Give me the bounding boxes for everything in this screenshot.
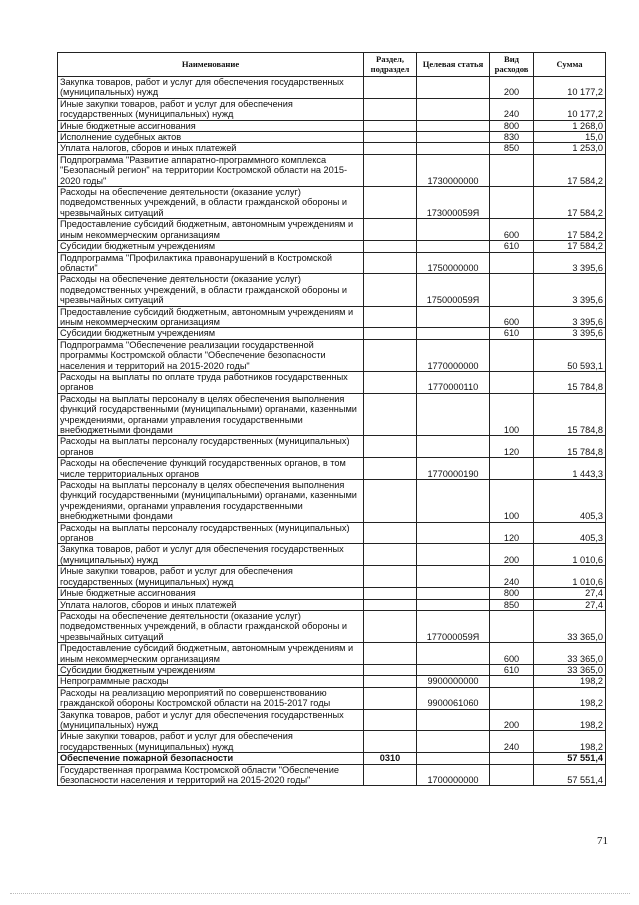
- cell-sum: 15,0: [534, 132, 606, 143]
- table-body: [58, 77, 606, 786]
- cell-code: [417, 588, 490, 599]
- cell-code: [417, 143, 490, 154]
- cell-sum: 33 365,0: [534, 610, 606, 642]
- cell-sum: 198,2: [534, 676, 606, 687]
- cell-sum: 17 584,2: [534, 219, 606, 241]
- cell-type: [490, 274, 534, 306]
- cell-name: Закупка товаров, работ и услуг для обеспечения государственных (муниципальных) нужд: [58, 77, 364, 99]
- cell-code: [417, 328, 490, 339]
- cell-section: [364, 544, 417, 566]
- table-row: [58, 98, 606, 120]
- cell-name: Подпрограмма "Развитие аппаратно-программного комплекса "Безопасный регион" на территории Костромской области на 2015-2020 годы": [58, 154, 364, 186]
- cell-type: 610: [490, 241, 534, 252]
- cell-section: [364, 241, 417, 252]
- header-name: Наименование: [58, 53, 364, 77]
- cell-type: 610: [490, 328, 534, 339]
- cell-name: Расходы на выплаты персоналу в целях обеспечения выполнения функций государственными (муниципальными) органами, казенными учреждениями, органами управления государственными внебюджетными фондами: [58, 480, 364, 523]
- cell-code: [417, 98, 490, 120]
- cell-section: [364, 187, 417, 219]
- cell-section: [364, 610, 417, 642]
- cell-type: [490, 339, 534, 371]
- cell-section: [364, 480, 417, 523]
- cell-name: Закупка товаров, работ и услуг для обеспечения государственных (муниципальных) нужд: [58, 709, 364, 731]
- cell-section: [364, 77, 417, 99]
- cell-name: Иные закупки товаров, работ и услуг для обеспечения государственных (муниципальных) нужд: [58, 98, 364, 120]
- cell-sum: 27,4: [534, 599, 606, 610]
- table-row: [58, 252, 606, 274]
- cell-code: [417, 599, 490, 610]
- cell-type: 240: [490, 731, 534, 753]
- cell-name: Расходы на обеспечение функций государственных органов, в том числе территориальных органов: [58, 458, 364, 480]
- table-row: [58, 664, 606, 675]
- header-type: Вид расходов: [490, 53, 534, 77]
- cell-name: Иные закупки товаров, работ и услуг для обеспечения государственных (муниципальных) нужд: [58, 566, 364, 588]
- cell-code: [417, 544, 490, 566]
- cell-type: 610: [490, 664, 534, 675]
- cell-type: [490, 458, 534, 480]
- cell-code: [417, 664, 490, 675]
- cell-code: [417, 643, 490, 665]
- cell-type: 800: [490, 120, 534, 131]
- cell-name: Подпрограмма "Профилактика правонарушений в Костромской области": [58, 252, 364, 274]
- cell-sum: 17 584,2: [534, 187, 606, 219]
- table-header-row: [58, 53, 606, 77]
- cell-sum: 33 365,0: [534, 664, 606, 675]
- cell-type: [490, 371, 534, 393]
- table-row: [58, 371, 606, 393]
- cell-type: [490, 753, 534, 764]
- cell-type: 200: [490, 544, 534, 566]
- cell-name: Уплата налогов, сборов и иных платежей: [58, 143, 364, 154]
- cell-code: [417, 77, 490, 99]
- table-row: [58, 764, 606, 786]
- table-row: [58, 480, 606, 523]
- cell-name: Государственная программа Костромской области "Обеспечение безопасности населения и территорий на 2015-2020 годы": [58, 764, 364, 786]
- cell-section: [364, 120, 417, 131]
- cell-name: Расходы на выплаты персоналу в целях обеспечения выполнения функций государственными (муниципальными) органами, казенными учреждениями, органами управления государственными внебюджетными фондами: [58, 393, 364, 436]
- cell-sum: 3 395,6: [534, 252, 606, 274]
- cell-code: [417, 132, 490, 143]
- cell-type: [490, 676, 534, 687]
- cell-section: [364, 522, 417, 544]
- cell-section: [364, 328, 417, 339]
- table-row: [58, 187, 606, 219]
- header-code: Целевая статья: [417, 53, 490, 77]
- cell-sum: 50 593,1: [534, 339, 606, 371]
- cell-name: Иные бюджетные ассигнования: [58, 588, 364, 599]
- cell-code: [417, 219, 490, 241]
- cell-type: 800: [490, 588, 534, 599]
- header-section: Раздел, подраздел: [364, 53, 417, 77]
- cell-section: [364, 143, 417, 154]
- cell-name: Непрограммные расходы: [58, 676, 364, 687]
- table-row: [58, 599, 606, 610]
- cell-type: 600: [490, 306, 534, 328]
- cell-sum: 17 584,2: [534, 154, 606, 186]
- cell-sum: 57 551,4: [534, 764, 606, 786]
- cell-code: [417, 566, 490, 588]
- cell-code: [417, 522, 490, 544]
- cell-code: [417, 436, 490, 458]
- cell-sum: 198,2: [534, 731, 606, 753]
- cell-code: 177000059Я: [417, 610, 490, 642]
- cell-code: [417, 480, 490, 523]
- cell-code: 1750000000: [417, 252, 490, 274]
- cell-sum: 1 443,3: [534, 458, 606, 480]
- cell-name: Предоставление субсидий бюджетным, автономным учреждениям и иным некоммерческим организациям: [58, 643, 364, 665]
- cell-section: [364, 274, 417, 306]
- cell-sum: 405,3: [534, 522, 606, 544]
- cell-section: [364, 687, 417, 709]
- cell-sum: 1 010,6: [534, 544, 606, 566]
- cell-name: Расходы на выплаты по оплате труда работников государственных органов: [58, 371, 364, 393]
- cell-sum: 17 584,2: [534, 241, 606, 252]
- cell-code: 9900061060: [417, 687, 490, 709]
- cell-code: 1770000000: [417, 339, 490, 371]
- cell-type: 120: [490, 522, 534, 544]
- cell-type: 600: [490, 219, 534, 241]
- cell-code: 1770000190: [417, 458, 490, 480]
- cell-sum: 15 784,8: [534, 436, 606, 458]
- table-row: [58, 566, 606, 588]
- cell-section: [364, 252, 417, 274]
- cell-type: [490, 187, 534, 219]
- cell-section: [364, 676, 417, 687]
- cell-section: [364, 132, 417, 143]
- cell-name: Иные бюджетные ассигнования: [58, 120, 364, 131]
- cell-sum: 27,4: [534, 588, 606, 599]
- cell-name: Расходы на выплаты персоналу государственных (муниципальных) органов: [58, 522, 364, 544]
- cell-sum: 1 268,0: [534, 120, 606, 131]
- cell-type: [490, 764, 534, 786]
- cell-name: Уплата налогов, сборов и иных платежей: [58, 599, 364, 610]
- cell-type: 830: [490, 132, 534, 143]
- cell-section: [364, 588, 417, 599]
- cell-section: [364, 98, 417, 120]
- table-row: [58, 132, 606, 143]
- table-row: [58, 753, 606, 764]
- table-row: [58, 393, 606, 436]
- cell-type: 120: [490, 436, 534, 458]
- cell-section: [364, 371, 417, 393]
- cell-name: Субсидии бюджетным учреждениям: [58, 328, 364, 339]
- cell-name: Предоставление субсидий бюджетным, автономным учреждениям и иным некоммерческим организациям: [58, 306, 364, 328]
- page-number: 71: [597, 835, 608, 847]
- cell-type: 100: [490, 393, 534, 436]
- table-row: [58, 458, 606, 480]
- cell-code: [417, 731, 490, 753]
- cell-sum: 198,2: [534, 687, 606, 709]
- cell-sum: 10 177,2: [534, 98, 606, 120]
- cell-type: [490, 687, 534, 709]
- cell-section: [364, 643, 417, 665]
- table-row: [58, 219, 606, 241]
- cell-name: Исполнение судебных актов: [58, 132, 364, 143]
- cell-sum: 1 253,0: [534, 143, 606, 154]
- budget-table: [57, 52, 606, 786]
- cell-type: 200: [490, 77, 534, 99]
- table-row: [58, 143, 606, 154]
- cell-name: Закупка товаров, работ и услуг для обеспечения государственных (муниципальных) нужд: [58, 544, 364, 566]
- table-row: [58, 328, 606, 339]
- table-row: [58, 643, 606, 665]
- cell-code: [417, 120, 490, 131]
- cell-name: Расходы на обеспечение деятельности (оказание услуг) подведомственных учреждений, в области гражданской обороны и чрезвычайных ситуаций: [58, 187, 364, 219]
- cell-type: [490, 154, 534, 186]
- cell-section: [364, 306, 417, 328]
- cell-section: [364, 339, 417, 371]
- cell-name: Подпрограмма "Обеспечение реализации государственной программы Костромской области "Обеспечение безопасности населения и территорий на 2015-2020 годы": [58, 339, 364, 371]
- cell-type: 850: [490, 143, 534, 154]
- cell-code: [417, 753, 490, 764]
- cell-section: [364, 599, 417, 610]
- cell-section: [364, 764, 417, 786]
- bottom-scan-edge: [10, 893, 630, 896]
- cell-code: 9900000000: [417, 676, 490, 687]
- cell-code: 1770000110: [417, 371, 490, 393]
- cell-type: 240: [490, 98, 534, 120]
- cell-sum: 15 784,8: [534, 393, 606, 436]
- cell-sum: 33 365,0: [534, 643, 606, 665]
- cell-code: [417, 709, 490, 731]
- cell-name: Расходы на обеспечение деятельности (оказание услуг) подведомственных учреждений, в области гражданской обороны и чрезвычайных ситуаций: [58, 274, 364, 306]
- table-row: [58, 709, 606, 731]
- cell-name: Обеспечение пожарной безопасности: [58, 753, 364, 764]
- table-row: [58, 731, 606, 753]
- table-row: [58, 436, 606, 458]
- cell-section: [364, 664, 417, 675]
- cell-code: 1730000000: [417, 154, 490, 186]
- cell-code: 173000059Я: [417, 187, 490, 219]
- cell-section: [364, 436, 417, 458]
- cell-name: Расходы на выплаты персоналу государственных (муниципальных) органов: [58, 436, 364, 458]
- cell-sum: 57 551,4: [534, 753, 606, 764]
- table-row: [58, 154, 606, 186]
- cell-name: Иные закупки товаров, работ и услуг для обеспечения государственных (муниципальных) нужд: [58, 731, 364, 753]
- table-row: [58, 610, 606, 642]
- cell-type: [490, 610, 534, 642]
- cell-name: Расходы на реализацию мероприятий по совершенствованию гражданской обороны Костромской области на 2015-2017 годы: [58, 687, 364, 709]
- table-row: [58, 522, 606, 544]
- cell-section: 0310: [364, 753, 417, 764]
- table-row: [58, 77, 606, 99]
- cell-code: [417, 306, 490, 328]
- cell-type: 600: [490, 643, 534, 665]
- cell-name: Субсидии бюджетным учреждениям: [58, 664, 364, 675]
- cell-section: [364, 458, 417, 480]
- cell-code: 1700000000: [417, 764, 490, 786]
- cell-code: [417, 393, 490, 436]
- cell-sum: 1 010,6: [534, 566, 606, 588]
- cell-section: [364, 566, 417, 588]
- table-row: [58, 120, 606, 131]
- table-row: [58, 588, 606, 599]
- header-sum: Сумма: [534, 53, 606, 77]
- cell-section: [364, 154, 417, 186]
- cell-name: Расходы на обеспечение деятельности (оказание услуг) подведомственных учреждений, в области гражданской обороны и чрезвычайных ситуаций: [58, 610, 364, 642]
- cell-section: [364, 219, 417, 241]
- cell-name: Субсидии бюджетным учреждениям: [58, 241, 364, 252]
- cell-type: 200: [490, 709, 534, 731]
- table-row: [58, 544, 606, 566]
- table-row: [58, 339, 606, 371]
- cell-section: [364, 393, 417, 436]
- cell-section: [364, 731, 417, 753]
- cell-type: [490, 252, 534, 274]
- cell-section: [364, 709, 417, 731]
- cell-type: 240: [490, 566, 534, 588]
- cell-sum: 10 177,2: [534, 77, 606, 99]
- cell-type: 850: [490, 599, 534, 610]
- table-row: [58, 687, 606, 709]
- cell-sum: 15 784,8: [534, 371, 606, 393]
- cell-type: 100: [490, 480, 534, 523]
- cell-name: Предоставление субсидий бюджетным, автономным учреждениям и иным некоммерческим организациям: [58, 219, 364, 241]
- cell-sum: 405,3: [534, 480, 606, 523]
- table-row: [58, 274, 606, 306]
- cell-sum: 198,2: [534, 709, 606, 731]
- cell-sum: 3 395,6: [534, 306, 606, 328]
- table-row: [58, 241, 606, 252]
- cell-code: [417, 241, 490, 252]
- cell-sum: 3 395,6: [534, 274, 606, 306]
- cell-code: 175000059Я: [417, 274, 490, 306]
- table-row: [58, 676, 606, 687]
- cell-sum: 3 395,6: [534, 328, 606, 339]
- table-row: [58, 306, 606, 328]
